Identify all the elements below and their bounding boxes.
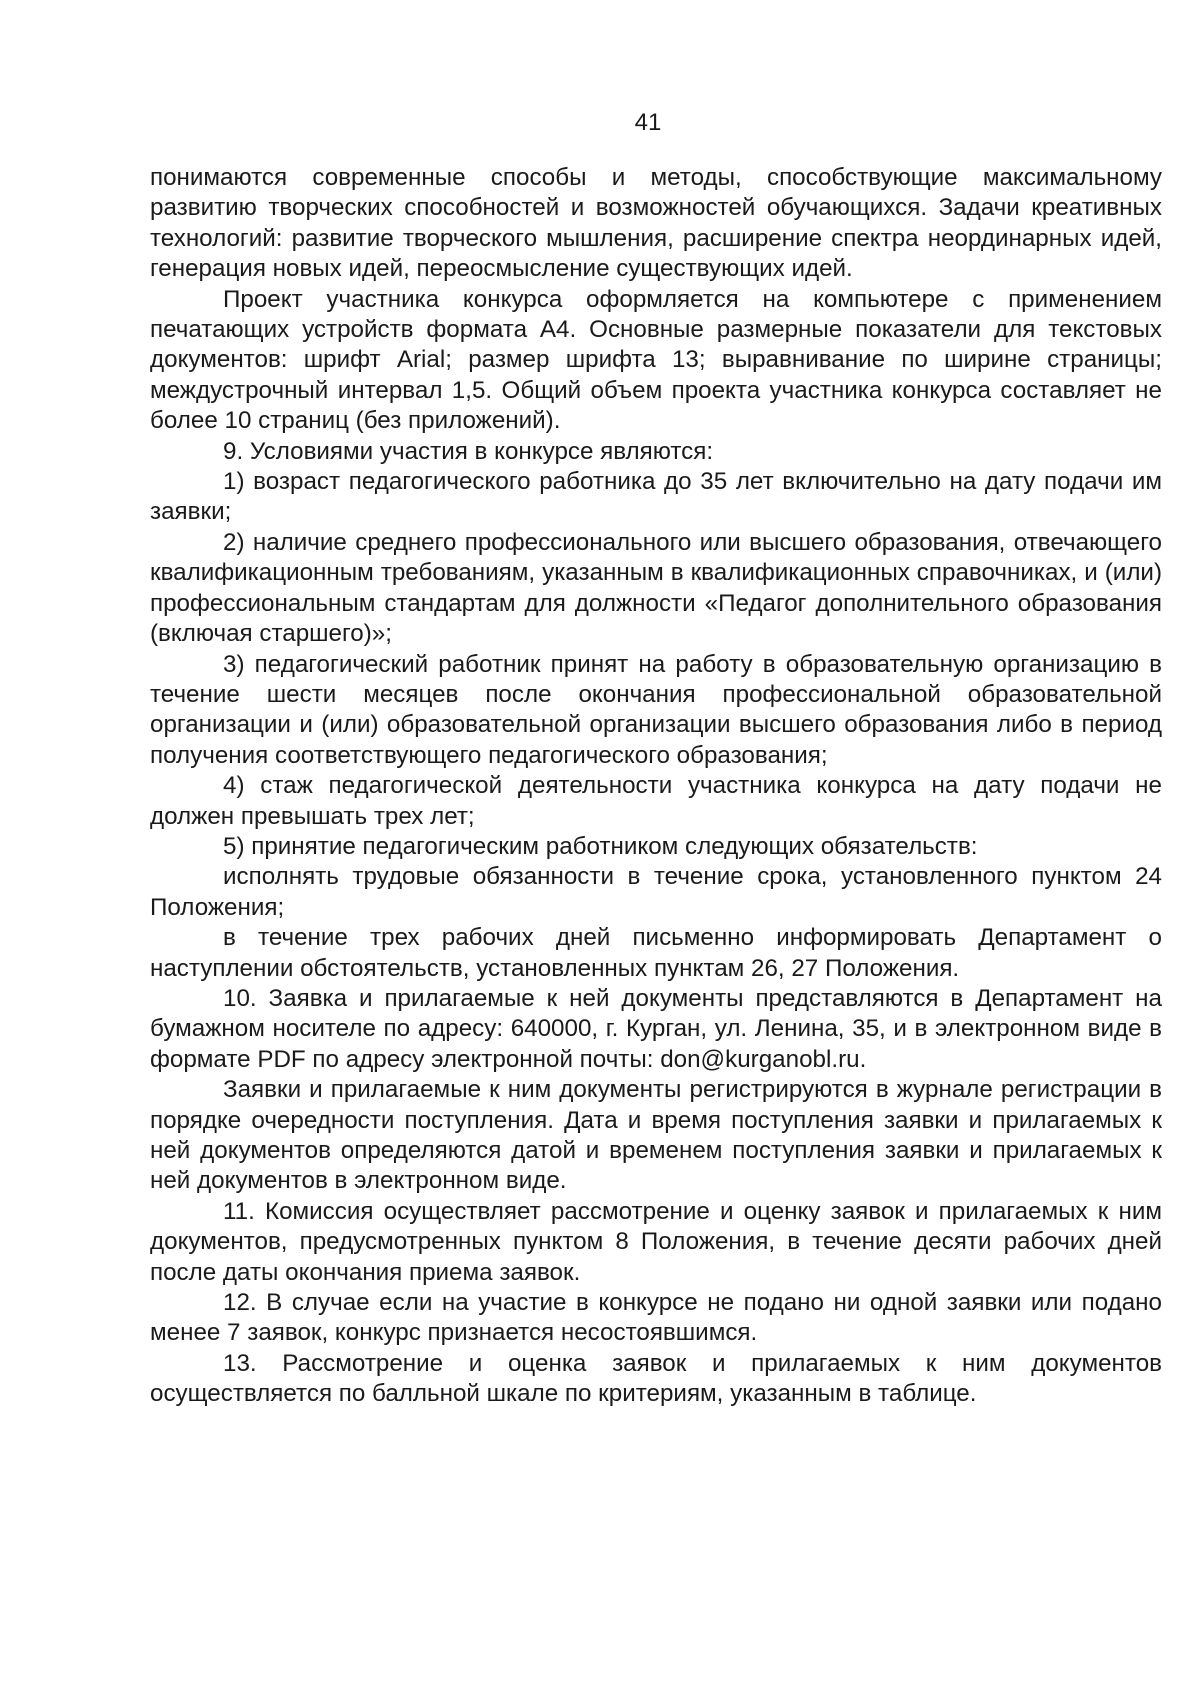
paragraph-item-10: 10. Заявка и прилагаемые к ней документы представляются в Департамент на бумажном носителе по адресу: 640000, г. Курган, ул. Ленина, 35, и в электронном виде в формате PDF по адресу электронной почты: don@kurganobl.ru.: [150, 984, 1162, 1073]
paragraph-obligation-1: исполнять трудовые обязанности в течение срока, установленного пунктом 24 Положения;: [150, 863, 1162, 921]
paragraph-condition-3: 3) педагогический работник принят на работу в образовательную организацию в течение шести месяцев после окончания профессиональной образовательной организации и (или) образовательной организации высшего образования либо в период получения соответствующего педагогического образования;: [150, 650, 1162, 769]
paragraph-obligation-2: в течение трех рабочих дней письменно информировать Департамент о наступлении обстоятельств, установленных пунктам 26, 27 Положения.: [150, 924, 1162, 982]
paragraph-condition-1: 1) возраст педагогического работника до 35 лет включительно на дату подачи им заявки;: [150, 468, 1162, 526]
paragraph-intro: понимаются современные способы и методы, способствующие максимальному развитию творческих способностей и возможностей обучающихся. Задачи креативных технологий: развитие творческого мышления, расширение спектра неординарных идей, генерация новых идей, переосмысление существующих идей.: [150, 164, 1162, 283]
paragraph-condition-4: 4) стаж педагогической деятельности участника конкурса на дату подачи не должен превышать трех лет;: [150, 772, 1162, 830]
paragraph-item-11: 11. Комиссия осуществляет рассмотрение и оценку заявок и прилагаемых к ним документов, предусмотренных пунктом 8 Положения, в течение десяти рабочих дней после даты окончания приема заявок.: [150, 1197, 1162, 1286]
paragraph-item-9: 9. Условиями участия в конкурсе являются:: [223, 437, 714, 465]
page-number: 41: [634, 109, 662, 136]
paragraph-project-format: Проект участника конкурса оформляется на компьютере с применением печатающих устройств формата А4. Основные размерные показатели для текстовых документов: шрифт Arial; размер шрифта 13; выравнивание по ширине страницы; междустрочный интервал 1,5. Общий объем проекта участника конкурса составляет не более 10 страниц (без приложений).: [150, 285, 1162, 435]
paragraph-registration: Заявки и прилагаемые к ним документы регистрируются в журнале регистрации в порядке очередности поступления. Дата и время поступления заявки и прилагаемых к ней документов определяются датой и временем поступления заявки и прилагаемых к ней документов в электронном виде.: [150, 1076, 1162, 1195]
paragraph-condition-2: 2) наличие среднего профессионального или высшего образования, отвечающего квалификационным требованиям, указанным в квалификационных справочниках, и (или) профессиональным стандартам для должности «Педагог дополнительного образования (включая старшего)»;: [150, 528, 1162, 648]
paragraph-condition-5: 5) принятие педагогическим работником следующих обязательств:: [223, 832, 978, 860]
paragraph-item-12: 12. В случае если на участие в конкурсе не подано ни одной заявки или подано менее 7 заявок, конкурс признается несостоявшимся.: [150, 1289, 1162, 1347]
document-body: [150, 163, 1162, 1410]
paragraph-item-13: 13. Рассмотрение и оценка заявок и прилагаемых к ним документов осуществляется по балльной шкале по критериям, указанным в таблице.: [150, 1349, 1162, 1408]
